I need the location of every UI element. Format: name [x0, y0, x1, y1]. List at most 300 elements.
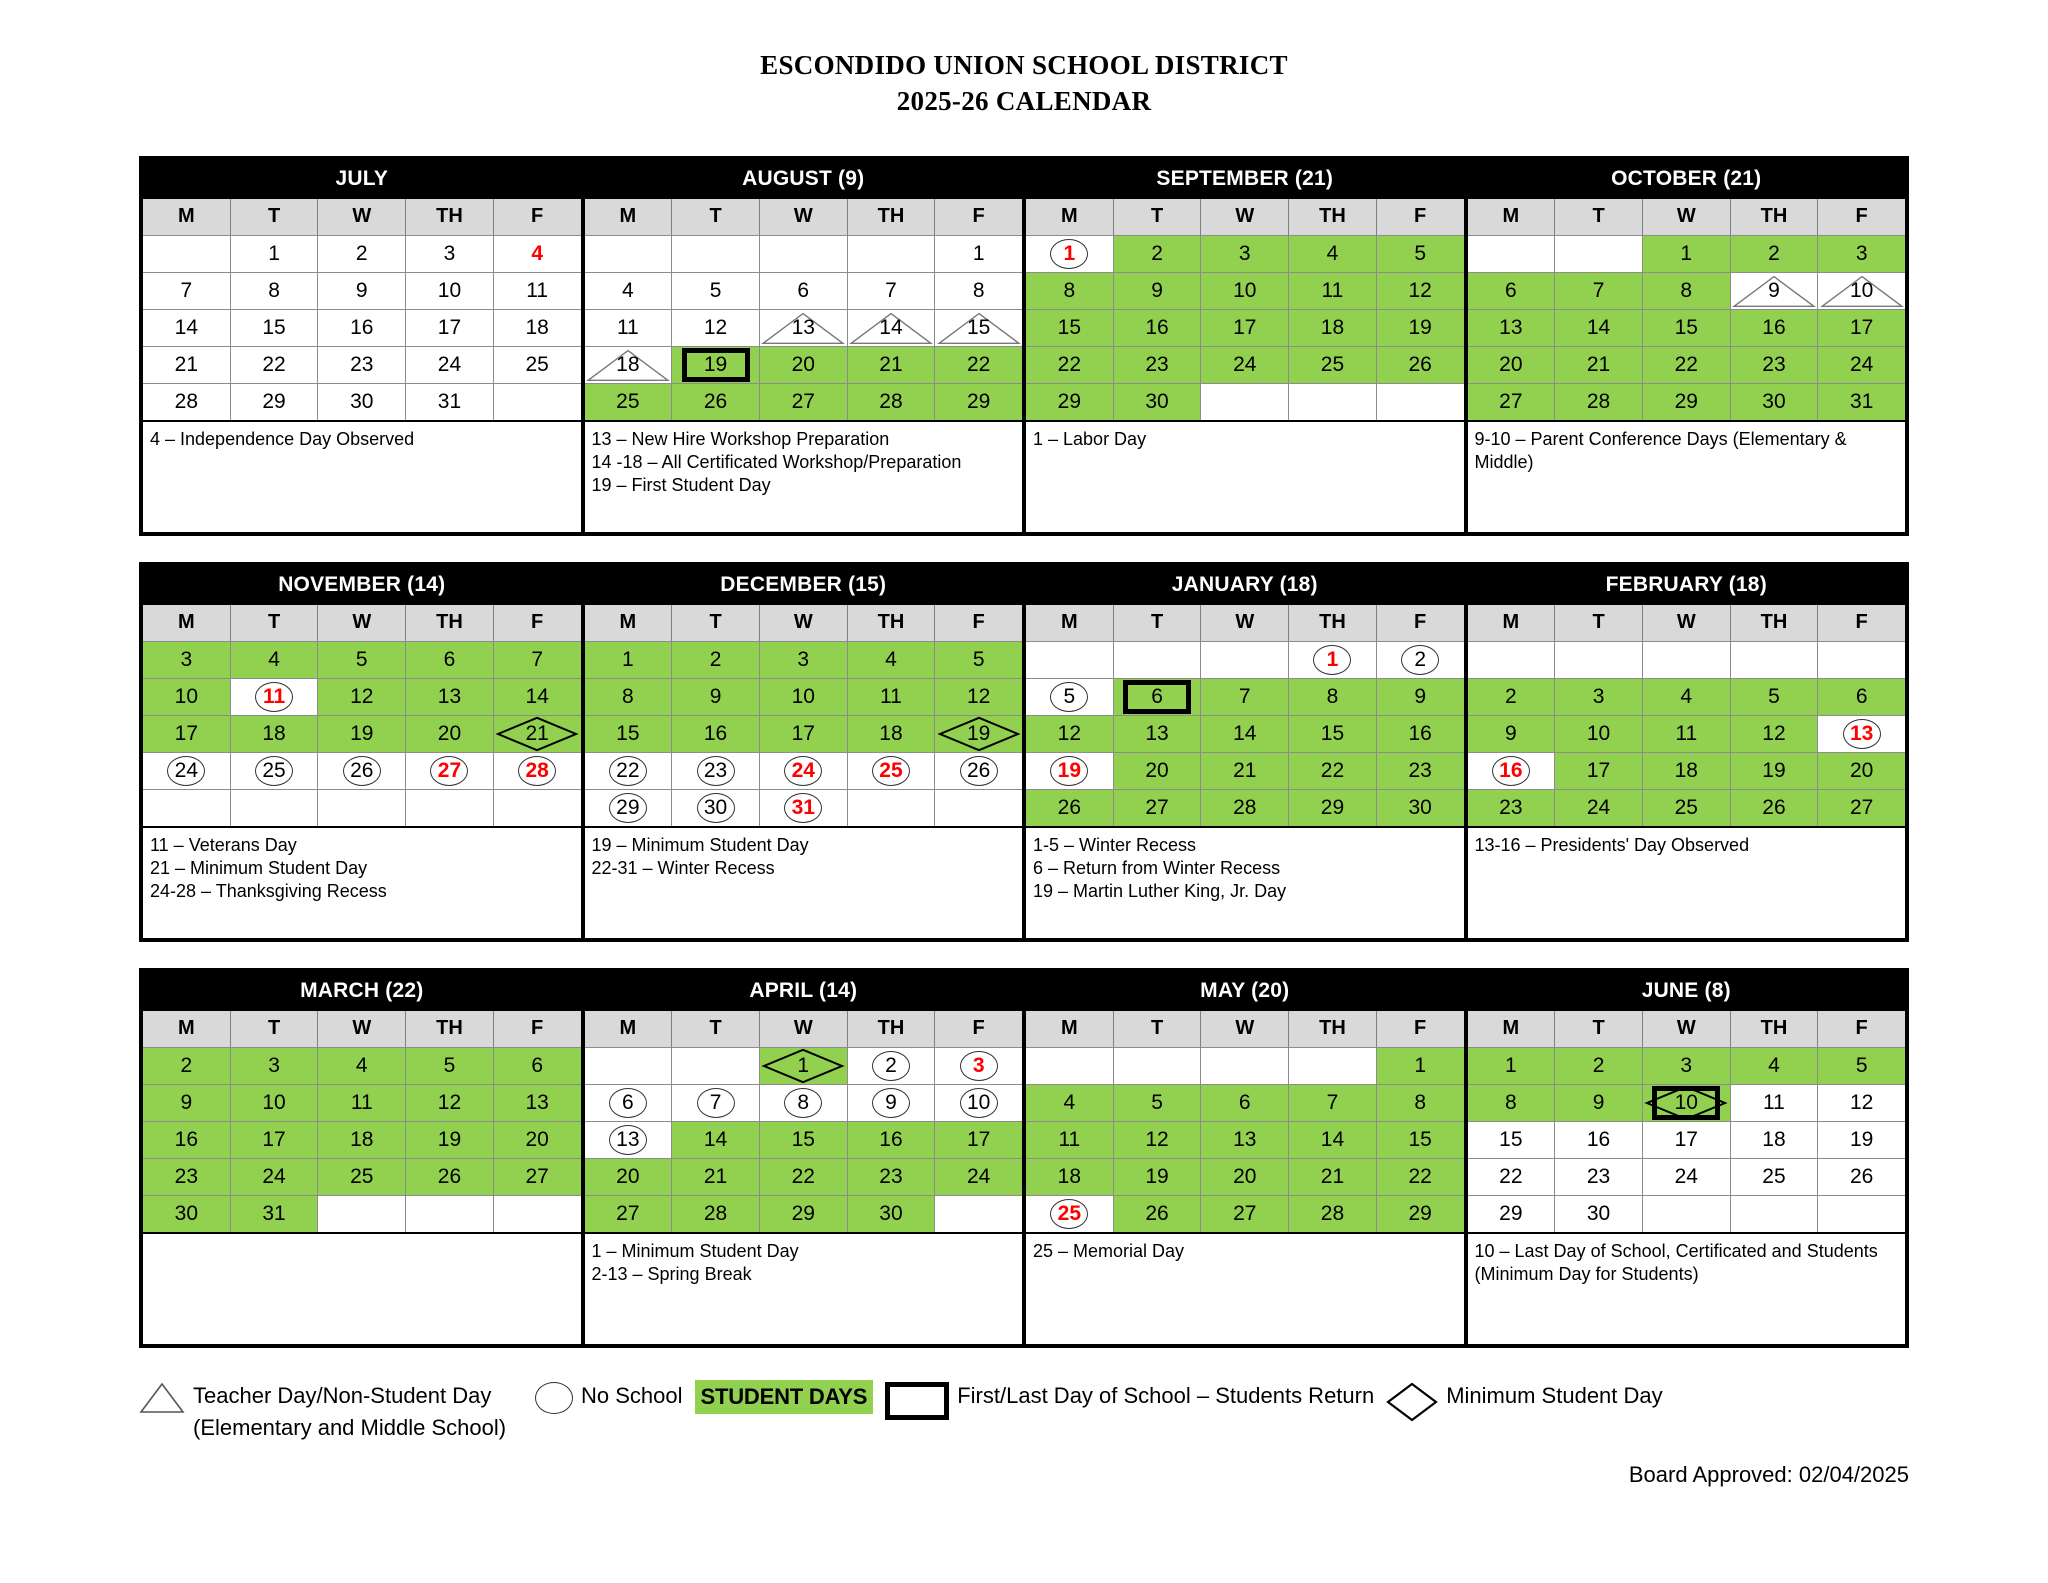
day-cell[interactable]	[1468, 347, 1556, 383]
day-cell[interactable]	[1289, 790, 1377, 826]
day-cell[interactable]	[1818, 679, 1905, 715]
day-cell[interactable]	[1026, 384, 1114, 420]
day-cell[interactable]	[1468, 790, 1556, 826]
day-cell[interactable]	[1377, 1085, 1464, 1121]
day-cell[interactable]	[1377, 1122, 1464, 1158]
day-cell[interactable]	[1026, 1122, 1114, 1158]
day-cell[interactable]	[585, 273, 673, 309]
day-cell[interactable]	[1643, 1085, 1731, 1121]
day-cell[interactable]	[406, 1085, 494, 1121]
day-cell[interactable]	[231, 384, 319, 420]
day-cell[interactable]	[231, 310, 319, 346]
day-cell[interactable]	[1555, 1196, 1643, 1232]
day-cell[interactable]	[848, 1159, 936, 1195]
day-cell[interactable]	[231, 1159, 319, 1195]
day-cell[interactable]	[1731, 236, 1819, 272]
weekday-t: T	[672, 1011, 760, 1047]
day-cell[interactable]	[760, 1196, 848, 1232]
day-cell[interactable]	[1026, 310, 1114, 346]
day-cell[interactable]	[143, 384, 231, 420]
day-cell[interactable]	[585, 310, 673, 346]
day-cell[interactable]	[1555, 1085, 1643, 1121]
day-cell[interactable]	[1643, 347, 1731, 383]
day-cell[interactable]	[1377, 1196, 1464, 1232]
day-cell[interactable]	[1026, 1085, 1114, 1121]
day-cell[interactable]	[672, 790, 760, 826]
day-cell[interactable]	[494, 273, 581, 309]
day-cell[interactable]	[231, 716, 319, 752]
day-cell[interactable]	[1026, 753, 1114, 789]
day-cell[interactable]	[848, 679, 936, 715]
day-cell[interactable]	[1289, 273, 1377, 309]
day-cell[interactable]	[935, 642, 1022, 678]
day-cell[interactable]	[1731, 753, 1819, 789]
day-cell[interactable]	[1468, 1159, 1556, 1195]
day-cell[interactable]	[585, 679, 673, 715]
day-cell[interactable]	[318, 236, 406, 272]
day-cell[interactable]	[406, 236, 494, 272]
day-cell[interactable]	[231, 1048, 319, 1084]
day-number: 6	[1855, 685, 1868, 709]
day-number: 16	[1499, 759, 1523, 783]
day-cell[interactable]	[585, 1196, 673, 1232]
day-cell[interactable]	[1818, 384, 1905, 420]
day-cell[interactable]	[1731, 310, 1819, 346]
day-cell[interactable]	[935, 1048, 1022, 1084]
day-cell[interactable]	[494, 753, 581, 789]
day-cell[interactable]	[848, 1048, 936, 1084]
day-cell[interactable]	[1731, 1048, 1819, 1084]
day-cell[interactable]	[848, 347, 936, 383]
day-cell[interactable]	[760, 1085, 848, 1121]
day-cell[interactable]	[494, 642, 581, 678]
day-cell[interactable]	[585, 790, 673, 826]
day-cell[interactable]	[1026, 347, 1114, 383]
day-cell[interactable]	[1818, 753, 1905, 789]
day-cell[interactable]	[935, 753, 1022, 789]
day-cell[interactable]	[1818, 1048, 1905, 1084]
day-cell[interactable]	[1114, 273, 1202, 309]
day-number: 6	[443, 648, 456, 672]
day-cell[interactable]	[935, 273, 1022, 309]
day-cell[interactable]	[1731, 1122, 1819, 1158]
day-cell[interactable]	[935, 1085, 1022, 1121]
day-cell[interactable]	[1201, 310, 1289, 346]
day-cell[interactable]	[494, 236, 581, 272]
day-cell[interactable]	[848, 716, 936, 752]
empty-cell	[231, 790, 319, 826]
day-cell[interactable]	[1555, 1122, 1643, 1158]
day-cell[interactable]	[1377, 347, 1464, 383]
day-cell[interactable]	[935, 384, 1022, 420]
day-number: 30	[1586, 1202, 1611, 1226]
day-cell[interactable]	[1289, 1196, 1377, 1232]
day-cell[interactable]	[1643, 716, 1731, 752]
day-cell[interactable]	[1201, 1085, 1289, 1121]
week-row	[585, 309, 1023, 346]
day-cell[interactable]	[1468, 716, 1556, 752]
day-cell[interactable]	[585, 384, 673, 420]
day-cell[interactable]	[848, 1196, 936, 1232]
day-cell[interactable]	[935, 347, 1022, 383]
day-cell[interactable]	[1643, 1159, 1731, 1195]
day-cell[interactable]	[318, 273, 406, 309]
day-cell[interactable]	[848, 753, 936, 789]
day-cell[interactable]	[1818, 273, 1905, 309]
day-cell[interactable]	[848, 310, 936, 346]
day-cell[interactable]	[935, 1159, 1022, 1195]
day-cell[interactable]	[760, 347, 848, 383]
day-number: 25	[1320, 353, 1345, 377]
day-cell[interactable]	[1643, 384, 1731, 420]
day-cell[interactable]	[585, 753, 673, 789]
day-number: 11	[526, 279, 549, 303]
day-cell[interactable]	[1377, 1048, 1464, 1084]
day-cell[interactable]	[1201, 716, 1289, 752]
day-cell[interactable]	[494, 1085, 581, 1121]
day-cell[interactable]	[585, 1085, 673, 1121]
day-cell[interactable]	[585, 716, 673, 752]
day-cell[interactable]	[760, 679, 848, 715]
day-cell[interactable]	[1201, 790, 1289, 826]
day-cell[interactable]	[231, 679, 319, 715]
day-cell[interactable]	[1731, 1085, 1819, 1121]
day-cell[interactable]	[1643, 1048, 1731, 1084]
day-cell[interactable]	[143, 347, 231, 383]
day-cell[interactable]	[1377, 716, 1464, 752]
day-cell[interactable]	[318, 384, 406, 420]
day-cell[interactable]	[1468, 1122, 1556, 1158]
day-cell[interactable]	[1114, 1159, 1202, 1195]
day-cell[interactable]	[585, 642, 673, 678]
day-cell[interactable]	[143, 1048, 231, 1084]
day-cell[interactable]	[1643, 753, 1731, 789]
day-number: 11	[616, 316, 639, 340]
day-cell[interactable]	[760, 1048, 848, 1084]
day-cell[interactable]	[1377, 236, 1464, 272]
day-cell[interactable]	[672, 642, 760, 678]
day-cell[interactable]	[231, 347, 319, 383]
week-row	[585, 1195, 1023, 1232]
day-cell[interactable]	[1468, 310, 1556, 346]
day-cell[interactable]	[1114, 347, 1202, 383]
day-cell[interactable]	[1114, 384, 1202, 420]
day-cell[interactable]	[318, 1122, 406, 1158]
day-cell[interactable]	[1114, 753, 1202, 789]
day-cell[interactable]	[1555, 347, 1643, 383]
day-cell[interactable]	[672, 1196, 760, 1232]
day-cell[interactable]	[143, 679, 231, 715]
empty-cell	[1818, 642, 1905, 678]
day-cell[interactable]	[143, 753, 231, 789]
day-cell[interactable]	[1731, 790, 1819, 826]
weekday-w: W	[318, 605, 406, 641]
day-cell[interactable]	[1818, 1085, 1905, 1121]
day-cell[interactable]	[1468, 1196, 1556, 1232]
day-cell[interactable]	[494, 716, 581, 752]
day-cell[interactable]	[760, 753, 848, 789]
day-number: 22	[616, 759, 640, 783]
day-cell[interactable]	[1818, 347, 1905, 383]
day-cell[interactable]	[406, 679, 494, 715]
day-cell[interactable]	[1818, 716, 1905, 752]
day-cell[interactable]	[1555, 310, 1643, 346]
day-cell[interactable]	[935, 236, 1022, 272]
day-cell[interactable]	[1201, 1122, 1289, 1158]
day-cell[interactable]	[1818, 1122, 1905, 1158]
day-cell[interactable]	[143, 310, 231, 346]
day-cell[interactable]	[672, 347, 760, 383]
day-cell[interactable]	[318, 1159, 406, 1195]
day-cell[interactable]	[1026, 716, 1114, 752]
day-number: 12	[1057, 722, 1082, 746]
day-cell[interactable]	[585, 1159, 673, 1195]
day-cell[interactable]	[1114, 716, 1202, 752]
day-cell[interactable]	[1377, 679, 1464, 715]
day-cell[interactable]	[1731, 1159, 1819, 1195]
day-cell[interactable]	[672, 753, 760, 789]
day-number: 11	[1321, 279, 1344, 303]
day-cell[interactable]	[848, 1122, 936, 1158]
day-cell[interactable]	[1468, 679, 1556, 715]
day-cell[interactable]	[494, 1048, 581, 1084]
day-cell[interactable]	[935, 1122, 1022, 1158]
day-cell[interactable]	[1201, 273, 1289, 309]
day-cell[interactable]	[1731, 679, 1819, 715]
day-cell[interactable]	[494, 347, 581, 383]
day-cell[interactable]	[935, 310, 1022, 346]
day-cell[interactable]	[1731, 384, 1819, 420]
day-cell[interactable]	[760, 642, 848, 678]
day-cell[interactable]	[1289, 347, 1377, 383]
day-cell[interactable]	[1731, 716, 1819, 752]
day-cell[interactable]	[1114, 1122, 1202, 1158]
day-cell[interactable]	[760, 310, 848, 346]
day-cell[interactable]	[1114, 790, 1202, 826]
day-cell[interactable]	[672, 1159, 760, 1195]
day-number: 19	[437, 1128, 462, 1152]
day-cell[interactable]	[406, 310, 494, 346]
day-cell[interactable]	[1114, 1196, 1202, 1232]
day-number: 3	[797, 648, 810, 672]
day-cell[interactable]	[1201, 347, 1289, 383]
day-cell[interactable]	[760, 384, 848, 420]
day-number: 16	[1145, 316, 1169, 340]
day-cell[interactable]	[318, 679, 406, 715]
note-line: 1 – Labor Day	[1033, 428, 1147, 449]
day-cell[interactable]	[1468, 1048, 1556, 1084]
day-cell[interactable]	[1026, 790, 1114, 826]
day-cell[interactable]	[143, 273, 231, 309]
day-cell[interactable]	[494, 310, 581, 346]
day-cell[interactable]	[1289, 1085, 1377, 1121]
day-cell[interactable]	[143, 1159, 231, 1195]
day-cell[interactable]	[585, 1122, 673, 1158]
day-cell[interactable]	[1468, 1085, 1556, 1121]
day-cell[interactable]	[672, 384, 760, 420]
day-cell[interactable]	[143, 716, 231, 752]
day-cell[interactable]	[1643, 790, 1731, 826]
day-cell[interactable]	[1289, 716, 1377, 752]
day-cell[interactable]	[406, 642, 494, 678]
day-cell[interactable]	[1289, 236, 1377, 272]
day-number: 22	[1320, 759, 1345, 783]
day-cell[interactable]	[318, 753, 406, 789]
day-cell[interactable]	[1377, 273, 1464, 309]
day-cell[interactable]	[760, 790, 848, 826]
day-number: 4	[1680, 685, 1693, 709]
day-cell[interactable]	[406, 753, 494, 789]
day-cell[interactable]	[672, 716, 760, 752]
day-cell[interactable]	[672, 273, 760, 309]
day-cell[interactable]	[935, 716, 1022, 752]
day-cell[interactable]	[1114, 1085, 1202, 1121]
week-row	[143, 1084, 581, 1121]
day-cell[interactable]	[406, 273, 494, 309]
day-cell[interactable]	[1201, 1159, 1289, 1195]
day-cell[interactable]	[1201, 679, 1289, 715]
day-number: 24	[1233, 353, 1257, 377]
week-row	[1026, 235, 1464, 272]
day-cell[interactable]	[1289, 310, 1377, 346]
day-cell[interactable]	[1555, 384, 1643, 420]
day-cell[interactable]	[1201, 1196, 1289, 1232]
day-cell[interactable]	[672, 310, 760, 346]
day-cell[interactable]	[848, 384, 936, 420]
day-cell[interactable]	[1555, 679, 1643, 715]
day-cell[interactable]	[1201, 236, 1289, 272]
day-cell[interactable]	[143, 1085, 231, 1121]
day-cell[interactable]	[143, 1122, 231, 1158]
day-cell[interactable]	[848, 1085, 936, 1121]
day-number: 31	[791, 796, 815, 820]
day-cell[interactable]	[494, 1159, 581, 1195]
day-cell[interactable]	[1818, 1159, 1905, 1195]
day-cell[interactable]	[318, 1085, 406, 1121]
day-cell[interactable]	[231, 642, 319, 678]
day-cell[interactable]	[848, 642, 936, 678]
day-cell[interactable]	[672, 679, 760, 715]
day-cell[interactable]	[1731, 347, 1819, 383]
day-cell[interactable]	[231, 273, 319, 309]
day-cell[interactable]	[1289, 642, 1377, 678]
day-cell[interactable]	[1818, 790, 1905, 826]
day-cell[interactable]	[935, 679, 1022, 715]
day-cell[interactable]	[494, 679, 581, 715]
day-cell[interactable]	[1289, 753, 1377, 789]
day-number: 6	[1238, 1091, 1251, 1115]
day-cell[interactable]	[1555, 1048, 1643, 1084]
day-cell[interactable]	[406, 1159, 494, 1195]
day-cell[interactable]	[585, 347, 673, 383]
day-cell[interactable]	[760, 273, 848, 309]
day-cell[interactable]	[231, 753, 319, 789]
day-cell[interactable]	[1643, 679, 1731, 715]
day-number: 4	[1768, 1054, 1780, 1078]
day-cell[interactable]	[318, 347, 406, 383]
day-cell[interactable]	[1026, 236, 1114, 272]
day-cell[interactable]	[318, 716, 406, 752]
day-cell[interactable]	[318, 310, 406, 346]
day-number: 24	[1849, 353, 1874, 377]
day-cell[interactable]	[1468, 384, 1556, 420]
day-cell[interactable]	[1026, 679, 1114, 715]
day-cell[interactable]	[1289, 679, 1377, 715]
day-cell[interactable]	[760, 1122, 848, 1158]
day-cell[interactable]	[1377, 642, 1464, 678]
day-cell[interactable]	[318, 1048, 406, 1084]
day-number: 19	[703, 353, 728, 377]
day-cell[interactable]	[1555, 753, 1643, 789]
day-cell[interactable]	[1818, 236, 1905, 272]
day-cell[interactable]	[406, 1048, 494, 1084]
day-cell[interactable]	[1114, 679, 1202, 715]
day-cell[interactable]	[672, 1122, 760, 1158]
day-cell[interactable]	[1377, 790, 1464, 826]
day-cell[interactable]	[672, 1085, 760, 1121]
week-row	[1026, 383, 1464, 420]
day-cell[interactable]	[1377, 1159, 1464, 1195]
day-cell[interactable]	[1377, 310, 1464, 346]
month-notes	[143, 420, 581, 532]
day-cell[interactable]	[1026, 1196, 1114, 1232]
day-cell[interactable]	[406, 384, 494, 420]
day-cell[interactable]	[1643, 1122, 1731, 1158]
day-cell[interactable]	[1289, 1122, 1377, 1158]
day-cell[interactable]	[760, 1159, 848, 1195]
day-cell[interactable]	[848, 273, 936, 309]
day-cell[interactable]	[1643, 236, 1731, 272]
day-cell[interactable]	[231, 236, 319, 272]
legend-first-last-day	[885, 1380, 1374, 1420]
day-cell[interactable]	[1026, 273, 1114, 309]
day-cell[interactable]	[1468, 273, 1556, 309]
day-number: 22	[1499, 1165, 1523, 1189]
weekday-t: T	[231, 1011, 319, 1047]
day-cell[interactable]	[318, 642, 406, 678]
day-cell[interactable]	[1289, 1159, 1377, 1195]
day-cell[interactable]	[231, 1196, 319, 1232]
day-number: 15	[262, 316, 286, 340]
day-cell[interactable]	[1643, 273, 1731, 309]
day-cell[interactable]	[143, 642, 231, 678]
day-cell[interactable]	[231, 1122, 319, 1158]
day-cell[interactable]	[1377, 753, 1464, 789]
day-cell[interactable]	[231, 1085, 319, 1121]
day-cell[interactable]	[1555, 716, 1643, 752]
day-cell[interactable]	[494, 1122, 581, 1158]
day-cell[interactable]	[406, 1122, 494, 1158]
day-cell[interactable]	[1026, 1159, 1114, 1195]
empty-cell	[585, 1048, 673, 1084]
day-cell[interactable]	[1731, 273, 1819, 309]
day-cell[interactable]	[1468, 753, 1556, 789]
day-cell[interactable]	[143, 1196, 231, 1232]
day-cell[interactable]	[1114, 236, 1202, 272]
day-cell[interactable]	[1114, 310, 1202, 346]
day-cell[interactable]	[406, 716, 494, 752]
day-cell[interactable]	[1555, 1159, 1643, 1195]
day-cell[interactable]	[406, 347, 494, 383]
day-number: 21	[1320, 1165, 1345, 1189]
day-cell[interactable]	[1818, 310, 1905, 346]
day-cell[interactable]	[1643, 310, 1731, 346]
day-cell[interactable]	[1555, 790, 1643, 826]
day-cell[interactable]	[760, 716, 848, 752]
day-cell[interactable]	[1555, 273, 1643, 309]
weekday-m: M	[1026, 1011, 1114, 1047]
day-cell[interactable]	[1201, 753, 1289, 789]
